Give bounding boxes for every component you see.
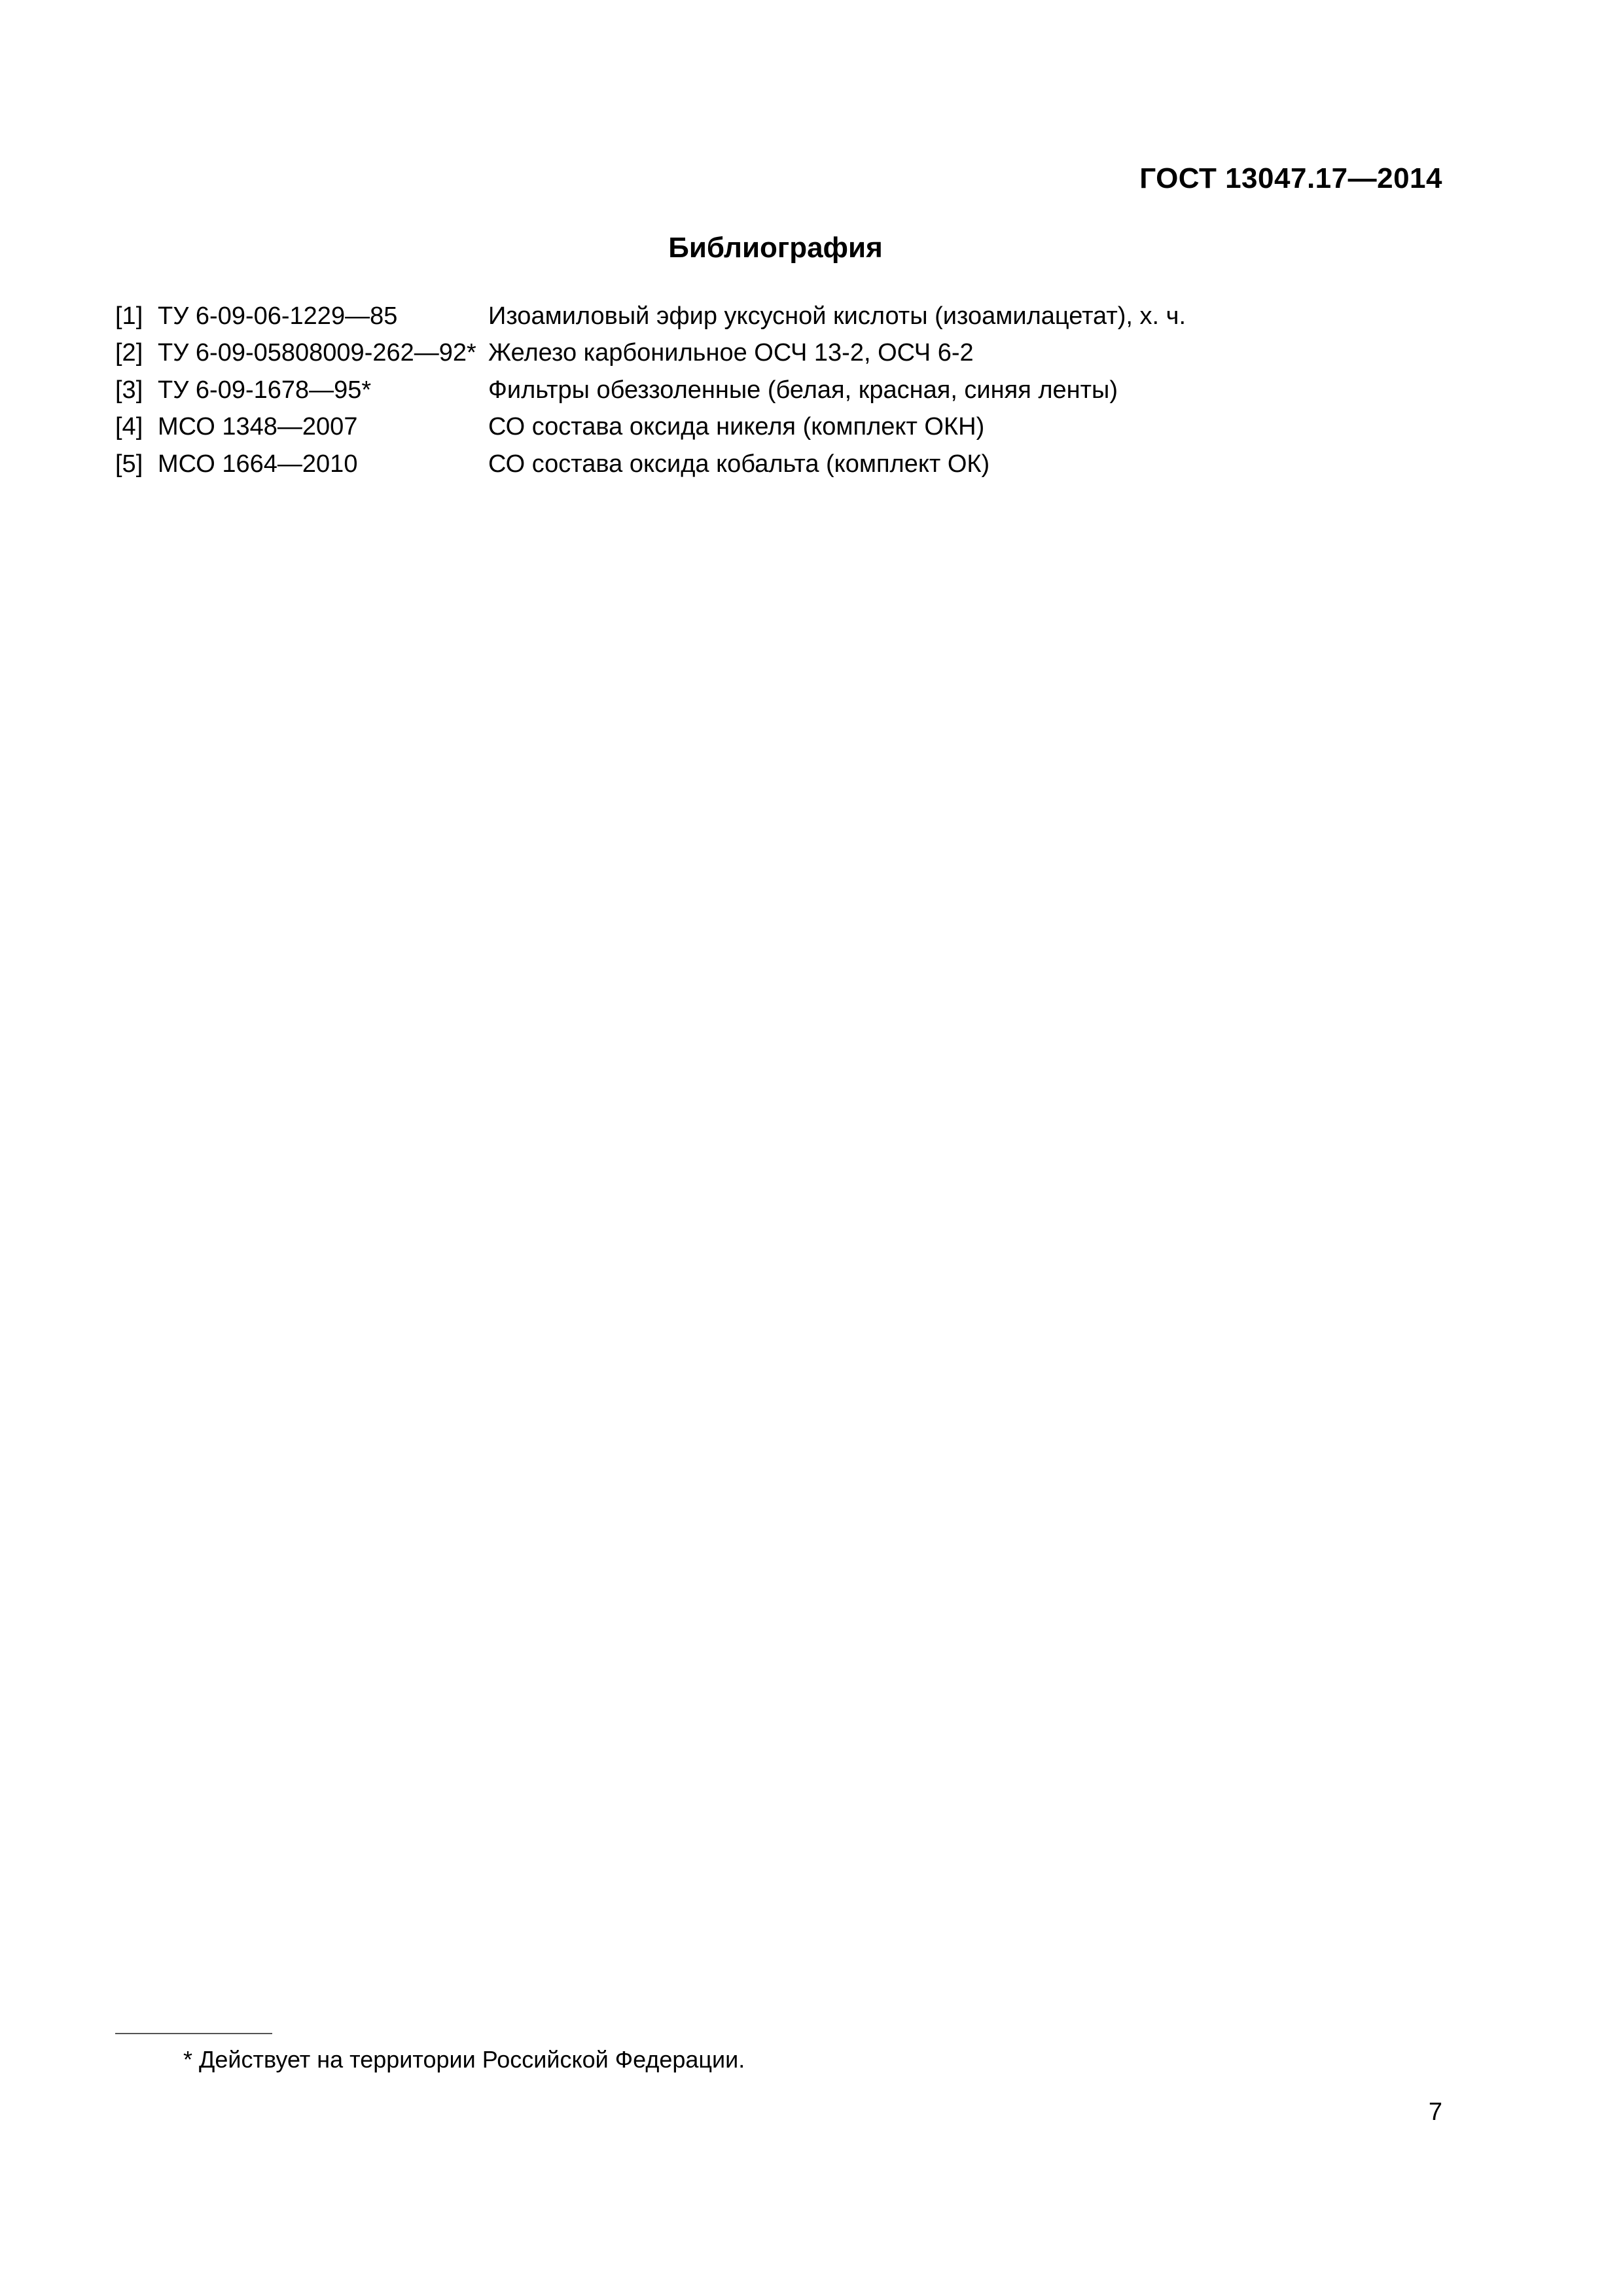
entry-number: [4] (115, 413, 143, 441)
bibliography-list (115, 298, 1489, 483)
entry-title: Фильтры обеззоленные (белая, красная, синяя ленты) (488, 376, 1118, 404)
page-number: 7 (1428, 2098, 1442, 2126)
entry-title: СО состава оксида кобальта (комплект ОК) (488, 450, 990, 478)
bibliography-entry (115, 446, 1489, 483)
bibliography-entry (115, 335, 1489, 372)
entry-number: [5] (115, 450, 143, 478)
section-title: Библиография (668, 232, 883, 264)
bibliography-entry (115, 372, 1489, 409)
entry-code: МСО 1664—2010 (158, 450, 358, 478)
entry-code: МСО 1348—2007 (158, 413, 358, 441)
bibliography-entry (115, 409, 1489, 446)
entry-title: СО состава оксида никеля (комплект ОКН) (488, 413, 985, 441)
entry-code: ТУ 6-09-05808009-262—92* (158, 339, 476, 367)
entry-code: ТУ 6-09-1678—95* (158, 376, 372, 404)
bibliography-entry (115, 298, 1489, 335)
entry-number: [3] (115, 376, 143, 404)
document-code: ГОСТ 13047.17—2014 (1139, 162, 1442, 194)
entry-title: Изоамиловый эфир уксусной кислоты (изоамилацетат), х. ч. (488, 302, 1186, 330)
footnote: * Действует на территории Российской Федерации. (183, 2046, 745, 2073)
entry-number: [1] (115, 302, 143, 330)
entry-title: Железо карбонильное ОСЧ 13-2, ОСЧ 6-2 (488, 339, 974, 367)
entry-code: ТУ 6-09-06-1229—85 (158, 302, 398, 330)
footnote-divider (115, 2033, 272, 2034)
entry-number: [2] (115, 339, 143, 367)
